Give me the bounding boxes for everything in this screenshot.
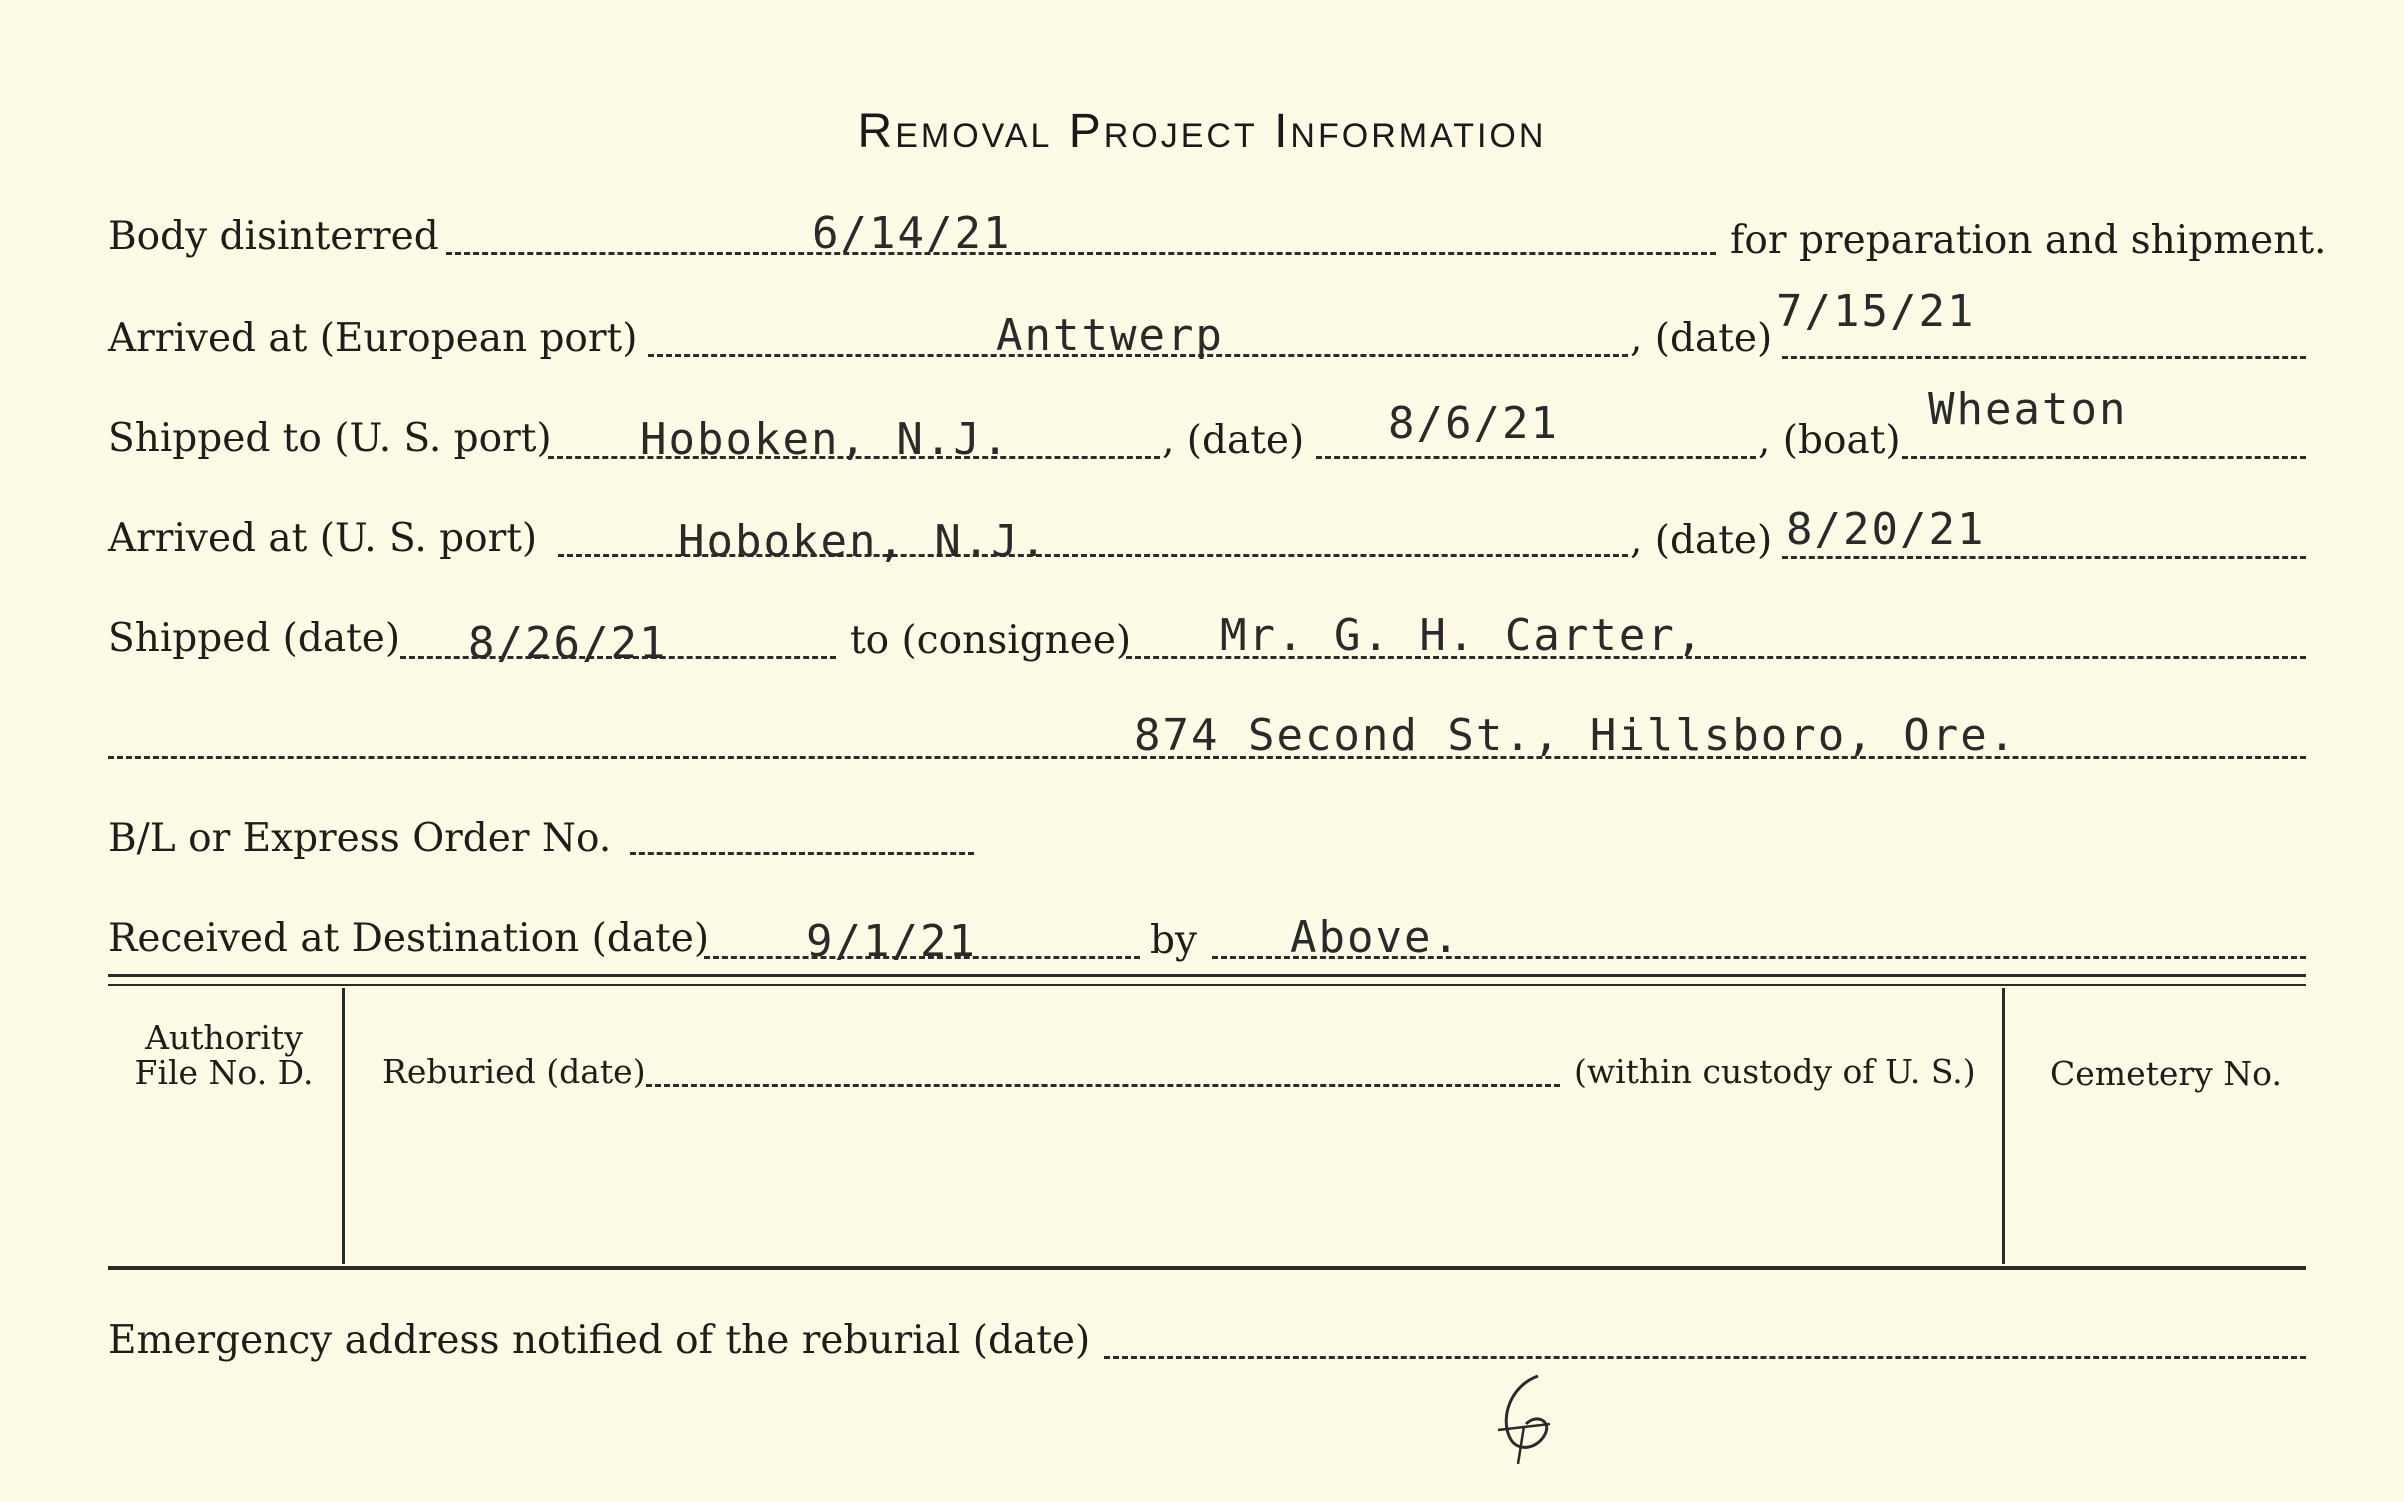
page-title: Removal Project Information xyxy=(857,105,1547,158)
body-disinterred-label: Body disinterred xyxy=(108,214,439,259)
received-label: Received at Destination (date) xyxy=(108,916,710,961)
consignee-label: to (consignee) xyxy=(850,618,1132,663)
shipped-us-value: Hoboken, N.J. xyxy=(640,414,1011,465)
arrived-european-date-line xyxy=(1782,356,2306,359)
initials-mark-icon xyxy=(1480,1368,1570,1468)
body-disinterred-suffix: for preparation and shipment. xyxy=(1730,218,2327,263)
arrived-us-label: Arrived at (U. S. port) xyxy=(108,516,538,561)
shipped-date-value: 8/26/21 xyxy=(468,618,668,669)
received-by-value: Above. xyxy=(1290,912,1461,963)
shipped-date-label: Shipped (date) xyxy=(108,616,401,661)
shipped-us-boat-line xyxy=(1902,456,2306,459)
table-divider-left xyxy=(342,988,345,1264)
shipped-us-date-label: , (date) xyxy=(1162,418,1305,463)
arrived-european-label: Arrived at (European port) xyxy=(108,316,638,361)
arrived-us-value: Hoboken, N.J. xyxy=(678,516,1049,567)
reburied-line xyxy=(646,1084,1560,1087)
shipped-us-date-line xyxy=(1316,456,1756,459)
table-top-rule-inner xyxy=(108,984,2306,986)
table-bottom-rule xyxy=(108,1266,2306,1270)
shipped-us-boat-label: , (boat) xyxy=(1758,418,1901,463)
consignee-value: Mr. G. H. Carter, xyxy=(1220,610,1705,661)
emergency-label: Emergency address notified of the reburial (date) xyxy=(108,1318,1091,1363)
reburied-label: Reburied (date) xyxy=(382,1052,646,1091)
authority-label-line1: Authority xyxy=(145,1018,303,1057)
bl-order-label: B/L or Express Order No. xyxy=(108,816,612,861)
emergency-line xyxy=(1104,1356,2306,1359)
arrived-european-date-value: 7/15/21 xyxy=(1776,286,1976,337)
received-by-label: by xyxy=(1150,918,1197,963)
arrived-european-date-label: , (date) xyxy=(1630,316,1773,361)
arrived-us-date-value: 8/20/21 xyxy=(1786,504,1986,555)
shipped-us-boat-value: Wheaton xyxy=(1928,384,2128,435)
bl-order-line xyxy=(630,852,974,855)
table-divider-right xyxy=(2002,988,2005,1264)
arrived-european-value: Anttwerp xyxy=(996,310,1224,361)
arrived-us-date-label: , (date) xyxy=(1630,518,1773,563)
cemetery-label: Cemetery No. xyxy=(2050,1054,2282,1093)
received-date-value: 9/1/21 xyxy=(806,916,977,967)
authority-label-line2: File No. D. xyxy=(134,1053,314,1092)
shipped-us-date-value: 8/6/21 xyxy=(1388,398,1559,449)
arrived-us-date-line xyxy=(1782,556,2306,559)
table-top-rule xyxy=(108,974,2306,977)
authority-label xyxy=(134,1018,314,1092)
body-disinterred-line xyxy=(446,252,1716,255)
consignee-address-value: 874 Second St., Hillsboro, Ore. xyxy=(1134,710,2018,761)
body-disinterred-value: 6/14/21 xyxy=(812,208,1012,259)
custody-label: (within custody of U. S.) xyxy=(1574,1052,1976,1091)
shipped-us-label: Shipped to (U. S. port) xyxy=(108,416,552,461)
